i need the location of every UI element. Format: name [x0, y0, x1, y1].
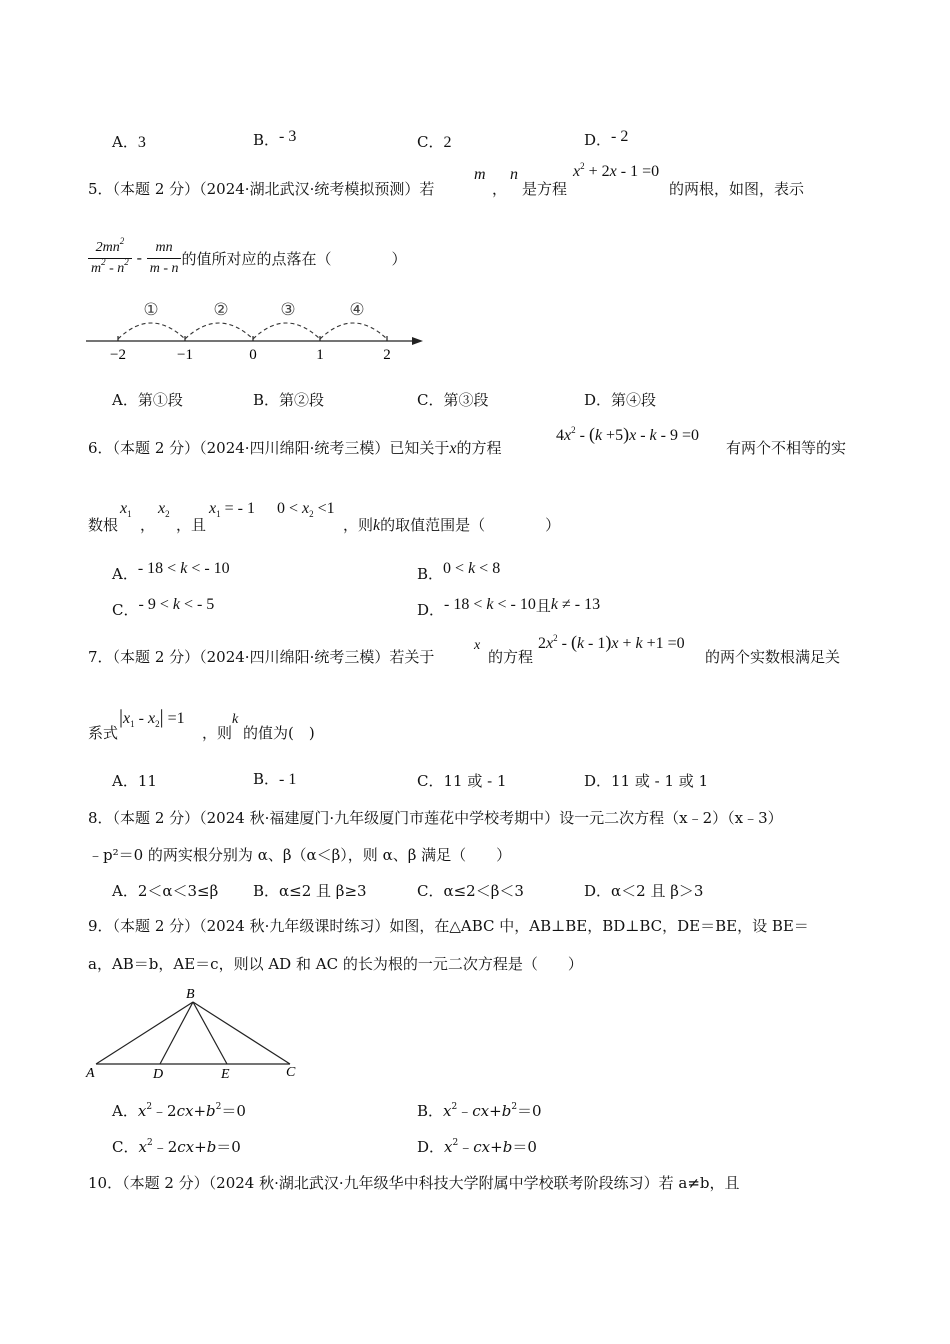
q5-var-n: n: [510, 166, 518, 183]
option-letter: D．: [584, 882, 612, 900]
q7-option-a[interactable]: [112, 770, 157, 791]
option-text: 11 或 - 1 或 1: [611, 772, 709, 790]
q5-stem: [88, 178, 434, 199]
option-text: $x^2﹣cx+b=0$: [444, 1138, 537, 1156]
option-text: - 18 < k < - 10: [137, 560, 230, 577]
option-text: $x^2﹣2cx+b^2=0$: [137, 1102, 246, 1120]
question-meta: （本题 2 分）（2024 秋·湖北武汉·九年级华中科技大学附属中学校联考阶段练习）若 a≠b，且: [122, 1174, 740, 1192]
label-a: A: [86, 1066, 95, 1080]
q7-option-c[interactable]: [417, 770, 507, 791]
q7-equation: $2x^2 - (k - 1)x + k +1 =0$: [538, 632, 685, 652]
q9-option-b[interactable]: [417, 1100, 542, 1121]
tick-label: 0: [249, 347, 257, 363]
option-text: 2＜α＜3≤β: [137, 882, 219, 900]
q9-option-a[interactable]: [112, 1100, 246, 1121]
arc-segment-2: [185, 323, 253, 339]
option-mid: 且: [535, 597, 551, 615]
q7-option-b[interactable]: [253, 768, 296, 789]
option-text: - 18 < k < - 10: [444, 596, 536, 613]
option-letter: D．: [584, 772, 612, 790]
arc-segment-4: [320, 323, 387, 339]
option-text: - 2: [611, 128, 629, 145]
question-meta: （本题 2 分）（2024·四川绵阳·统考三模）若关于: [112, 648, 435, 666]
arrow-head-icon: [412, 337, 423, 345]
question-meta: （本题 2 分）（2024·湖北武汉·统考模拟预测）若: [112, 180, 435, 198]
q6-option-c[interactable]: [112, 593, 215, 619]
q7-tail: 的两个实数根满足关: [705, 648, 841, 666]
q7-line2-start: 系式: [88, 724, 119, 742]
option-text: 3: [137, 134, 146, 151]
question-number: 10．: [88, 1174, 123, 1192]
option-letter: A．: [112, 565, 138, 583]
question-meta: （本题 2 分）（2024 秋·九年级课时练习）如图，在△ABC 中，AB⊥BE，BD⊥BC，DE＝BE，设 BE＝: [112, 917, 809, 935]
q5-equation: $x^2 + 2x - 1 =0$: [573, 161, 660, 180]
q9-stem: [88, 915, 809, 936]
segment-label-2: ②: [213, 300, 229, 319]
question-number: 5．: [88, 180, 113, 198]
option-letter: B．: [253, 131, 280, 149]
option-letter: C．: [417, 391, 444, 409]
q6-then: ，则k的取值范围是（ ）: [343, 516, 561, 534]
q6-x2: $x_2$: [158, 500, 170, 519]
q8-line2: ﹣p²＝0 的两实根分别为 α、β（α＜β），则 α、β 满足（ ）: [88, 846, 512, 864]
q8-option-d[interactable]: [584, 880, 703, 901]
option-letter: B．: [253, 882, 280, 900]
option-letter: B．: [253, 391, 280, 409]
option-letter: C．: [112, 601, 139, 619]
option-letter: B．: [417, 1102, 444, 1120]
q6-tail: 有两个不相等的实: [726, 439, 847, 457]
option-letter: D．: [417, 601, 445, 619]
q6-option-a[interactable]: [112, 557, 230, 583]
var-x: x: [449, 440, 457, 457]
fraction-2: $\frac{mn}{m - n}$: [147, 240, 182, 277]
option-text: 11: [137, 772, 157, 790]
option-letter: A．: [112, 1102, 138, 1120]
option-text: α≤2 且 β≥3: [279, 882, 367, 900]
option-letter: D．: [417, 1138, 445, 1156]
q5-is-equation: 是方程: [522, 180, 568, 198]
q7-relation: $|x_1 - x_2| =1$: [119, 706, 185, 729]
option-text: $x^2﹣2cx+b=0$: [138, 1138, 241, 1156]
q6-and: ，且: [176, 516, 207, 534]
question-meta: （本题 2 分）（2024 秋·福建厦门·九年级厦门市莲花中学校考期中）设一元二次方程（x﹣2）（x﹣3）: [112, 809, 783, 827]
option-letter: A．: [112, 882, 138, 900]
arc-segment-1: [118, 323, 185, 339]
option-letter: D．: [584, 131, 612, 149]
q6-equation: $4x^2 - (k +5)x - k - 9 =0$: [556, 424, 699, 444]
option-text: 第②段: [279, 391, 325, 409]
q7-var-k: k: [232, 712, 239, 727]
of-equation: 的方程: [456, 439, 502, 457]
q7-stem: [88, 646, 434, 667]
option-letter: C．: [417, 882, 444, 900]
option-text: α≤2＜β＜3: [443, 882, 524, 900]
q4-option-c[interactable]: [417, 131, 451, 152]
q5-line2-tail: 的值所对应的点落在（ ）: [181, 250, 407, 268]
option-letter: C．: [417, 772, 444, 790]
q8-option-a[interactable]: [112, 880, 218, 901]
option-letter: B．: [253, 770, 280, 788]
option-text: - 9 < k < - 5: [138, 596, 215, 613]
option-letter: A．: [112, 133, 138, 151]
tick-label: 2: [383, 347, 391, 363]
q7-var-x: x: [474, 638, 481, 653]
q5-expression: $\frac{2mn^2}{m^2 - n^2}$ - $\frac{mn}{m - n}$ 的值所对应的点落在（ ）: [88, 240, 407, 277]
q9-line2: a，AB＝b，AE＝c，则以 AD 和 AC 的长为根的一元二次方程是（ ）: [88, 955, 583, 973]
question-number: 8．: [88, 809, 113, 827]
question-number: 7．: [88, 648, 113, 666]
option-text: 第③段: [443, 391, 489, 409]
option-text: 第④段: [611, 391, 657, 409]
fraction-1: $\frac{2mn^2}{m^2 - n^2}$: [88, 240, 132, 277]
question-number: 9．: [88, 917, 113, 935]
q6-x1: $x_1$: [120, 500, 132, 519]
tick-label: −1: [177, 347, 193, 363]
option-letter: B．: [417, 565, 444, 583]
q8-stem: [88, 807, 783, 828]
option-text: $x^2﹣cx+b^2=0$: [443, 1102, 542, 1120]
option-text: α＜2 且 β＞3: [611, 882, 704, 900]
q6-option-b[interactable]: [417, 557, 501, 583]
option-letter: A．: [112, 772, 138, 790]
question-meta: （本题 2 分）（2024·四川绵阳·统考三模）已知关于: [112, 439, 450, 457]
question-number: 6．: [88, 439, 113, 457]
q5-option-d[interactable]: [584, 389, 656, 410]
segment-label-3: ③: [280, 300, 296, 319]
option-text: - 1: [279, 771, 297, 788]
q4-option-a[interactable]: [112, 131, 146, 152]
q4-option-b[interactable]: [253, 129, 296, 150]
tick-label: 1: [316, 347, 324, 363]
q6-stem: [88, 437, 501, 458]
q5-option-b[interactable]: [253, 389, 324, 410]
q7-ask: 的值为( ): [243, 724, 315, 742]
option-text: 第①段: [137, 391, 183, 409]
option-text: 0 < k < 8: [443, 560, 501, 577]
q9-option-d[interactable]: [417, 1136, 537, 1157]
segment-label-4: ④: [349, 300, 365, 319]
segment-label-1: ①: [143, 300, 159, 319]
q5-option-a[interactable]: [112, 389, 183, 410]
q7-of-equation: 的方程: [488, 648, 534, 666]
triangle-figure: [82, 984, 302, 1080]
arc-segment-3: [253, 323, 320, 339]
q7-option-d[interactable]: [584, 770, 708, 791]
option-letter: D．: [584, 391, 612, 409]
q8-option-c[interactable]: [417, 880, 524, 901]
q9-option-c[interactable]: [112, 1136, 241, 1157]
q6-comma: ，: [140, 516, 156, 534]
q5-tail: 的两根，如图，表示: [669, 180, 805, 198]
option-text: 11 或 - 1: [443, 772, 507, 790]
option-letter: C．: [417, 133, 444, 151]
q7-then: ，则: [202, 724, 233, 742]
option-tail: k ≠ - 13: [550, 596, 601, 613]
q6-line2-start: 数根: [88, 516, 119, 534]
q4-option-d[interactable]: [584, 129, 628, 150]
label-e: E: [221, 1067, 230, 1080]
tick-label: −2: [110, 347, 126, 363]
option-letter: A．: [112, 391, 138, 409]
q6-option-d[interactable]: [417, 593, 601, 619]
q6-cond1: $x_1$ = - 1: [209, 500, 255, 519]
q5-option-c[interactable]: [417, 389, 489, 410]
q8-option-b[interactable]: [253, 880, 367, 901]
option-letter: C．: [112, 1138, 139, 1156]
q5-comma: ，: [492, 180, 508, 198]
q5-var-m: m: [474, 166, 486, 183]
option-text: 2: [443, 134, 452, 151]
q6-cond2: $0 < x_2 <1$: [277, 500, 335, 519]
number-line-figure: [80, 292, 430, 364]
label-d: D: [153, 1067, 164, 1080]
label-b: B: [186, 987, 195, 1002]
q10-stem: [88, 1172, 740, 1193]
option-text: - 3: [279, 128, 297, 145]
label-c: C: [286, 1065, 296, 1080]
